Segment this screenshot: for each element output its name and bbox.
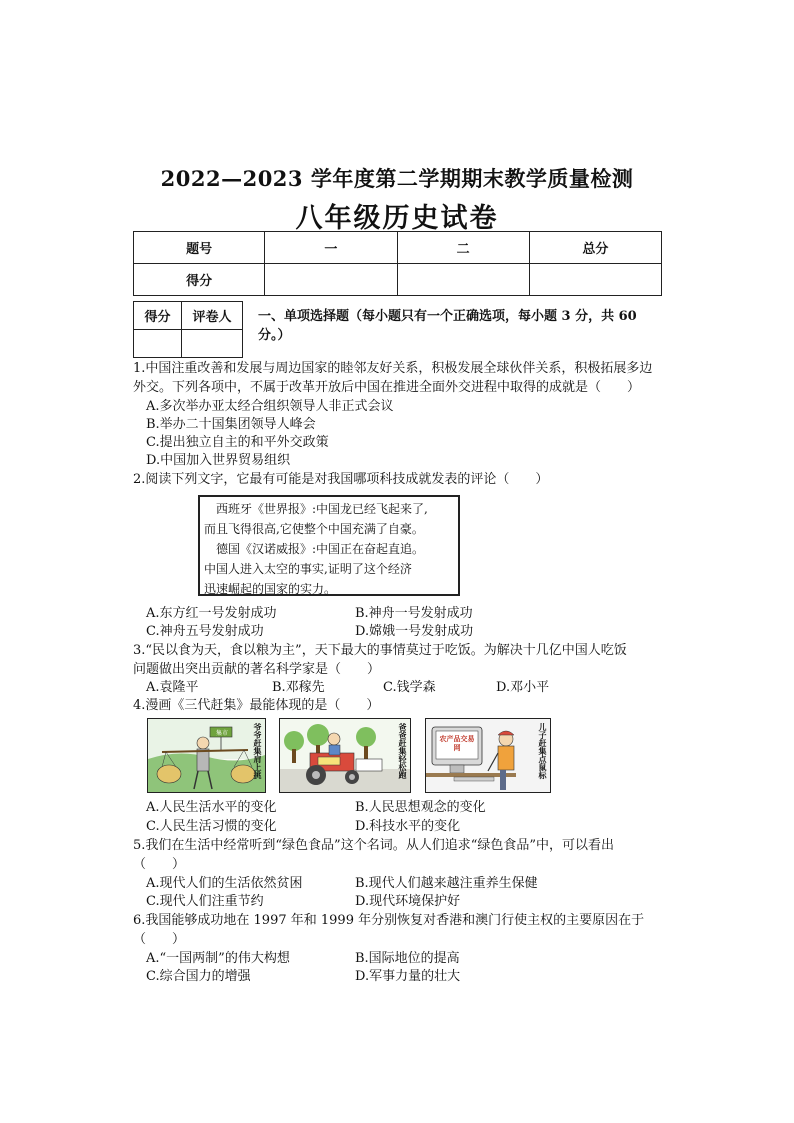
son-computer-illustration bbox=[426, 719, 550, 792]
q5-option-c[interactable]: C.现代人们注重节约 bbox=[146, 894, 264, 909]
q6-option-a[interactable]: A.“一国两制”的伟大构想 bbox=[146, 951, 290, 966]
quote-line: 迅速崛起的国家的实力。 bbox=[204, 582, 337, 596]
cartoon-father-panel bbox=[279, 718, 411, 793]
q1-option-d[interactable]: D.中国加入世界贸易组织 bbox=[146, 453, 291, 468]
score-header-cell: 二 bbox=[397, 232, 529, 264]
grader-score-label: 得分 bbox=[134, 302, 182, 330]
question-6 bbox=[133, 911, 673, 949]
q5-option-b[interactable]: B.现代人们越来越注重养生保健 bbox=[355, 876, 538, 891]
question-stem-line: （ ） bbox=[133, 857, 186, 872]
q3-option-b[interactable]: B.邓稼先 bbox=[272, 680, 325, 695]
quote-line: 而且飞得很高,它使整个中国充满了自豪。 bbox=[204, 522, 424, 536]
grader-table bbox=[133, 301, 243, 358]
cartoon-caption-grandpa: 爷爷赶集肩上挑 bbox=[253, 723, 263, 779]
cartoon-grandpa-panel bbox=[147, 718, 266, 793]
score-header-cell: 总分 bbox=[529, 232, 661, 264]
father-tractor-illustration bbox=[280, 719, 410, 792]
q3-option-c[interactable]: C.钱学森 bbox=[383, 680, 436, 695]
newspaper-quote-box bbox=[198, 495, 460, 596]
q1-option-c[interactable]: C.提出独立自主的和平外交政策 bbox=[146, 435, 329, 450]
question-2: 2.阅读下列文字，它最有可能是对我国哪项科技成就发表的评论（ ） bbox=[133, 472, 549, 487]
q4-option-d[interactable]: D.科技水平的变化 bbox=[355, 819, 461, 834]
question-1 bbox=[133, 359, 673, 397]
section-heading bbox=[258, 307, 663, 345]
q3-option-d[interactable]: D.邓小平 bbox=[496, 680, 550, 695]
grader-name-label: 评卷人 bbox=[182, 302, 243, 330]
cartoon-caption-father: 爸爸赶集轻松跑 bbox=[398, 723, 408, 779]
exam-subtitle: 八年级历史试卷 bbox=[295, 203, 499, 234]
question-stem-line: 1.中国注重改善和发展与周边国家的睦邻友好关系，积极发展全球伙伴关系，积极拓展多边 bbox=[133, 361, 653, 376]
question-3 bbox=[133, 641, 673, 679]
q2-option-c[interactable]: C.神舟五号发射成功 bbox=[146, 624, 264, 639]
screen-sign: 农产品交易网 bbox=[439, 734, 475, 752]
score-table-score-row bbox=[134, 264, 662, 296]
grader-header-row bbox=[134, 302, 243, 330]
q5-option-a[interactable]: A.现代人们的生活依然贫困 bbox=[146, 876, 303, 891]
score-input-cell[interactable] bbox=[265, 264, 397, 296]
q6-option-d[interactable]: D.军事力量的壮大 bbox=[355, 969, 461, 984]
q4-option-c[interactable]: C.人民生活习惯的变化 bbox=[146, 819, 277, 834]
question-stem-line: 3.“民以食为天，食以粮为主”，天下最大的事情莫过于吃饭。为解决十几亿中国人吃饭 bbox=[133, 643, 627, 658]
question-stem-line: 6.我国能够成功地在 1997 年和 1999 年分别恢复对香港和澳门行使主权的主要原因在于 bbox=[133, 913, 645, 928]
question-stem-line: （ ） bbox=[133, 932, 186, 947]
q2-option-a[interactable]: A.东方红一号发射成功 bbox=[146, 606, 277, 621]
cartoon-caption-son: 儿子赶集点鼠标 bbox=[538, 723, 548, 779]
grader-name-cell[interactable] bbox=[182, 330, 243, 358]
score-header-cell: 一 bbox=[265, 232, 397, 264]
market-sign: 集市 bbox=[215, 730, 228, 737]
q6-option-c[interactable]: C.综合国力的增强 bbox=[146, 969, 251, 984]
q6-option-b[interactable]: B.国际地位的提高 bbox=[355, 951, 460, 966]
question-stem-line: 问题做出突出贡献的著名科学家是（ ） bbox=[133, 662, 381, 677]
question-stem-line: 5.我们在生活中经常听到“绿色食品”这个名词。从人们追求“绿色食品”中，可以看出 bbox=[133, 838, 614, 853]
q4-option-b[interactable]: B.人民思想观念的变化 bbox=[355, 800, 486, 815]
cartoon-son-panel bbox=[425, 718, 551, 793]
grandpa-carrying-illustration bbox=[148, 719, 265, 792]
score-table-header-row bbox=[134, 232, 662, 264]
q4-option-a[interactable]: A.人民生活水平的变化 bbox=[146, 800, 277, 815]
quote-line: 德国《汉诺威报》:中国正在奋起直追。 bbox=[204, 542, 425, 556]
q2-option-b[interactable]: B.神舟一号发射成功 bbox=[355, 606, 473, 621]
q5-option-d[interactable]: D.现代环境保护好 bbox=[355, 894, 461, 909]
q1-option-a[interactable]: A.多次举办亚太经合组织领导人非正式会议 bbox=[146, 399, 394, 414]
q3-option-a[interactable]: A.袁隆平 bbox=[146, 680, 199, 695]
score-input-cell[interactable] bbox=[397, 264, 529, 296]
score-row-label: 得分 bbox=[134, 264, 265, 296]
question-5 bbox=[133, 836, 673, 874]
q2-option-d[interactable]: D.嫦娥一号发射成功 bbox=[355, 624, 474, 639]
question-stem-line: 外交。下列各项中，不属于改革开放后中国在推进全面外交进程中取得的成就是（ ） bbox=[133, 380, 641, 395]
grader-input-row bbox=[134, 330, 243, 358]
question-4: 4.漫画《三代赶集》最能体现的是（ ） bbox=[133, 698, 380, 713]
score-input-cell[interactable] bbox=[529, 264, 661, 296]
exam-title: 2022—2023 学年度第二学期期末教学质量检测 bbox=[160, 166, 634, 191]
grader-score-cell[interactable] bbox=[134, 330, 182, 358]
quote-line: 西班牙《世界报》:中国龙已经飞起来了, bbox=[204, 502, 428, 516]
section-heading-line: 分。） bbox=[258, 328, 291, 343]
quote-line: 中国人进入太空的事实,证明了这个经济 bbox=[204, 562, 412, 576]
section-heading-line: 一、单项选择题（每小题只有一个正确选项，每小题 3 分，共 60 bbox=[258, 309, 637, 324]
score-table bbox=[133, 231, 662, 296]
score-header-cell: 题号 bbox=[134, 232, 265, 264]
q1-option-b[interactable]: B.举办二十国集团领导人峰会 bbox=[146, 417, 316, 432]
